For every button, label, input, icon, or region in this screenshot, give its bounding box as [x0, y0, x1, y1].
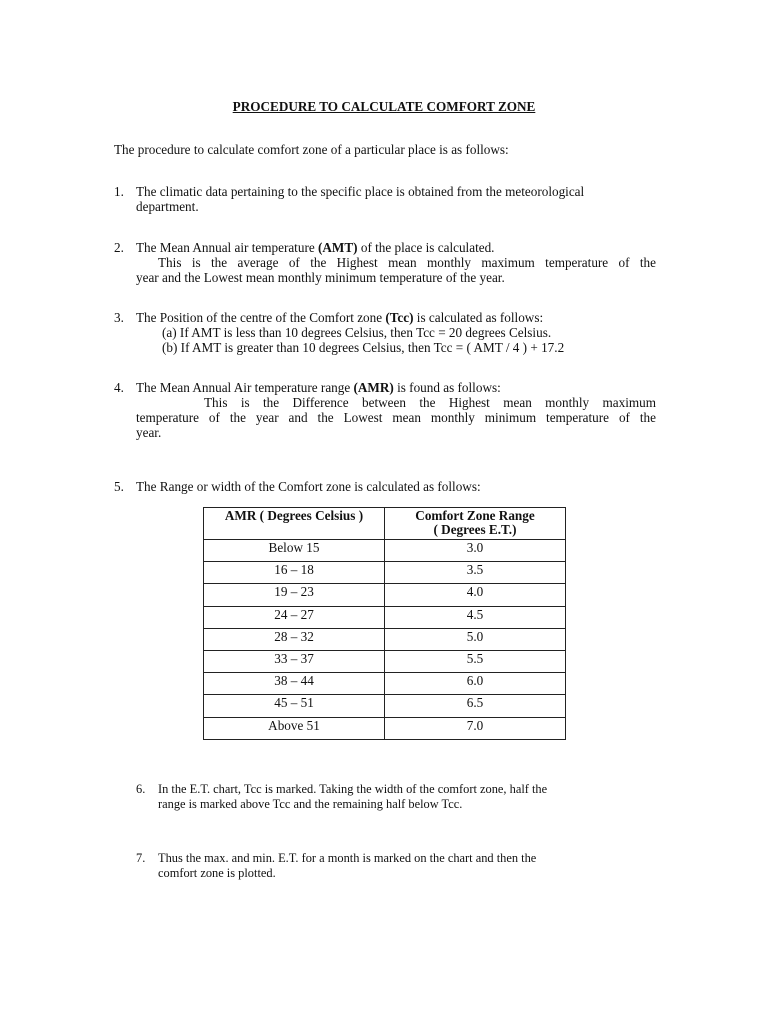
step-4-line-4: year.	[136, 425, 162, 440]
table-cell-amr: Below 15	[204, 540, 385, 562]
table-header-range-line-1: Comfort Zone Range	[415, 508, 535, 523]
step-7-number: 7.	[136, 851, 146, 865]
step-2-line-2: This is the average of the Highest mean monthly maximum temperature of the	[158, 255, 656, 270]
step-6-line-2: range is marked above Tcc and the remaining half below Tcc.	[158, 797, 463, 811]
table-cell-range: 5.0	[385, 628, 566, 650]
step-2-line-1-post: of the place is calculated.	[357, 240, 495, 255]
table-row	[204, 717, 566, 739]
table-row	[204, 673, 566, 695]
table-cell-amr: Above 51	[204, 717, 385, 739]
step-4-line-2: This is the Difference between the Highest mean monthly maximum	[204, 395, 656, 410]
step-5-text	[136, 479, 656, 494]
step-3-tcc-label: (Tcc)	[385, 310, 414, 325]
table-header-amr: AMR ( Degrees Celsius )	[204, 508, 385, 540]
table-cell-amr: 45 – 51	[204, 695, 385, 717]
table-row	[204, 584, 566, 606]
step-7-text	[158, 851, 638, 881]
step-3-line-1-pre: The Position of the centre of the Comfort zone	[136, 310, 386, 325]
table-row	[204, 628, 566, 650]
step-3-sub-a: (a) If AMT is less than 10 degrees Celsius, then Tcc = 20 degrees Celsius.	[162, 325, 552, 340]
table-row	[204, 540, 566, 562]
step-4-line-3: temperature of the year and the Lowest mean monthly minimum temperature of the	[136, 410, 656, 425]
table-cell-range: 6.5	[385, 695, 566, 717]
table-row	[204, 606, 566, 628]
table-cell-amr: 28 – 32	[204, 628, 385, 650]
comfort-zone-table	[203, 507, 566, 740]
step-2-line-1	[136, 240, 656, 255]
table-cell-amr: 19 – 23	[204, 584, 385, 606]
table-row	[204, 650, 566, 672]
step-1-line-1: The climatic data pertaining to the specific place is obtained from the meteorological	[136, 184, 585, 199]
step-2-amt-label: (AMT)	[317, 240, 358, 255]
table-cell-range: 3.5	[385, 562, 566, 584]
table-cell-range: 3.0	[385, 540, 566, 562]
step-3-line-1	[136, 310, 656, 325]
table-cell-range: 7.0	[385, 717, 566, 739]
table-header-range	[385, 508, 566, 540]
step-1-text	[136, 184, 656, 214]
step-7-line-1: Thus the max. and min. E.T. for a month is marked on the chart and then the	[158, 851, 537, 865]
table-cell-range: 4.5	[385, 606, 566, 628]
step-3-number: 3.	[114, 310, 124, 325]
step-7-line-2: comfort zone is plotted.	[158, 866, 276, 880]
intro-paragraph: The procedure to calculate comfort zone of a particular place is as follows:	[114, 142, 509, 157]
page-title: PROCEDURE TO CALCULATE COMFORT ZONE	[232, 99, 536, 114]
step-6-number: 6.	[136, 782, 146, 796]
table-cell-amr: 16 – 18	[204, 562, 385, 584]
step-1-number: 1.	[114, 184, 124, 199]
step-2-line-1-pre: The Mean Annual air temperature	[136, 240, 318, 255]
table-row	[204, 695, 566, 717]
table-cell-range: 4.0	[385, 584, 566, 606]
table-cell-range: 6.0	[385, 673, 566, 695]
table-cell-amr: 24 – 27	[204, 606, 385, 628]
step-4-amr-label: (AMR)	[353, 380, 394, 395]
step-5-number: 5.	[114, 479, 124, 494]
step-4-text	[136, 380, 656, 395]
table-cell-range: 5.5	[385, 650, 566, 672]
step-4-number: 4.	[114, 380, 124, 395]
step-2-number: 2.	[114, 240, 124, 255]
step-4-line-1-pre: The Mean Annual Air temperature range	[136, 380, 354, 395]
table-cell-amr: 33 – 37	[204, 650, 385, 672]
step-3-sub-b: (b) If AMT is greater than 10 degrees Celsius, then Tcc = ( AMT / 4 ) + 17.2	[162, 340, 565, 355]
step-6-text	[158, 782, 638, 812]
step-4-line-1-post: is found as follows:	[393, 380, 501, 395]
step-4-continuation	[114, 395, 656, 440]
step-3-text	[136, 310, 656, 355]
table-cell-amr: 38 – 44	[204, 673, 385, 695]
table-row	[204, 562, 566, 584]
table-header-range-line-2: ( Degrees E.T.)	[433, 522, 517, 537]
step-5-line-1: The Range or width of the Comfort zone is calculated as follows:	[136, 479, 481, 494]
comfort-zone-table-wrapper	[203, 507, 566, 740]
step-1-line-2: department.	[136, 199, 199, 214]
step-2-line-3: year and the Lowest mean monthly minimum temperature of the year.	[136, 270, 505, 285]
step-2-text	[136, 240, 656, 255]
step-3-line-1-post: is calculated as follows:	[413, 310, 544, 325]
step-2-continuation	[114, 255, 656, 285]
step-6-line-1: In the E.T. chart, Tcc is marked. Taking the width of the comfort zone, half the	[158, 782, 548, 796]
table-header-row	[204, 508, 566, 540]
step-4-line-1	[136, 380, 656, 395]
